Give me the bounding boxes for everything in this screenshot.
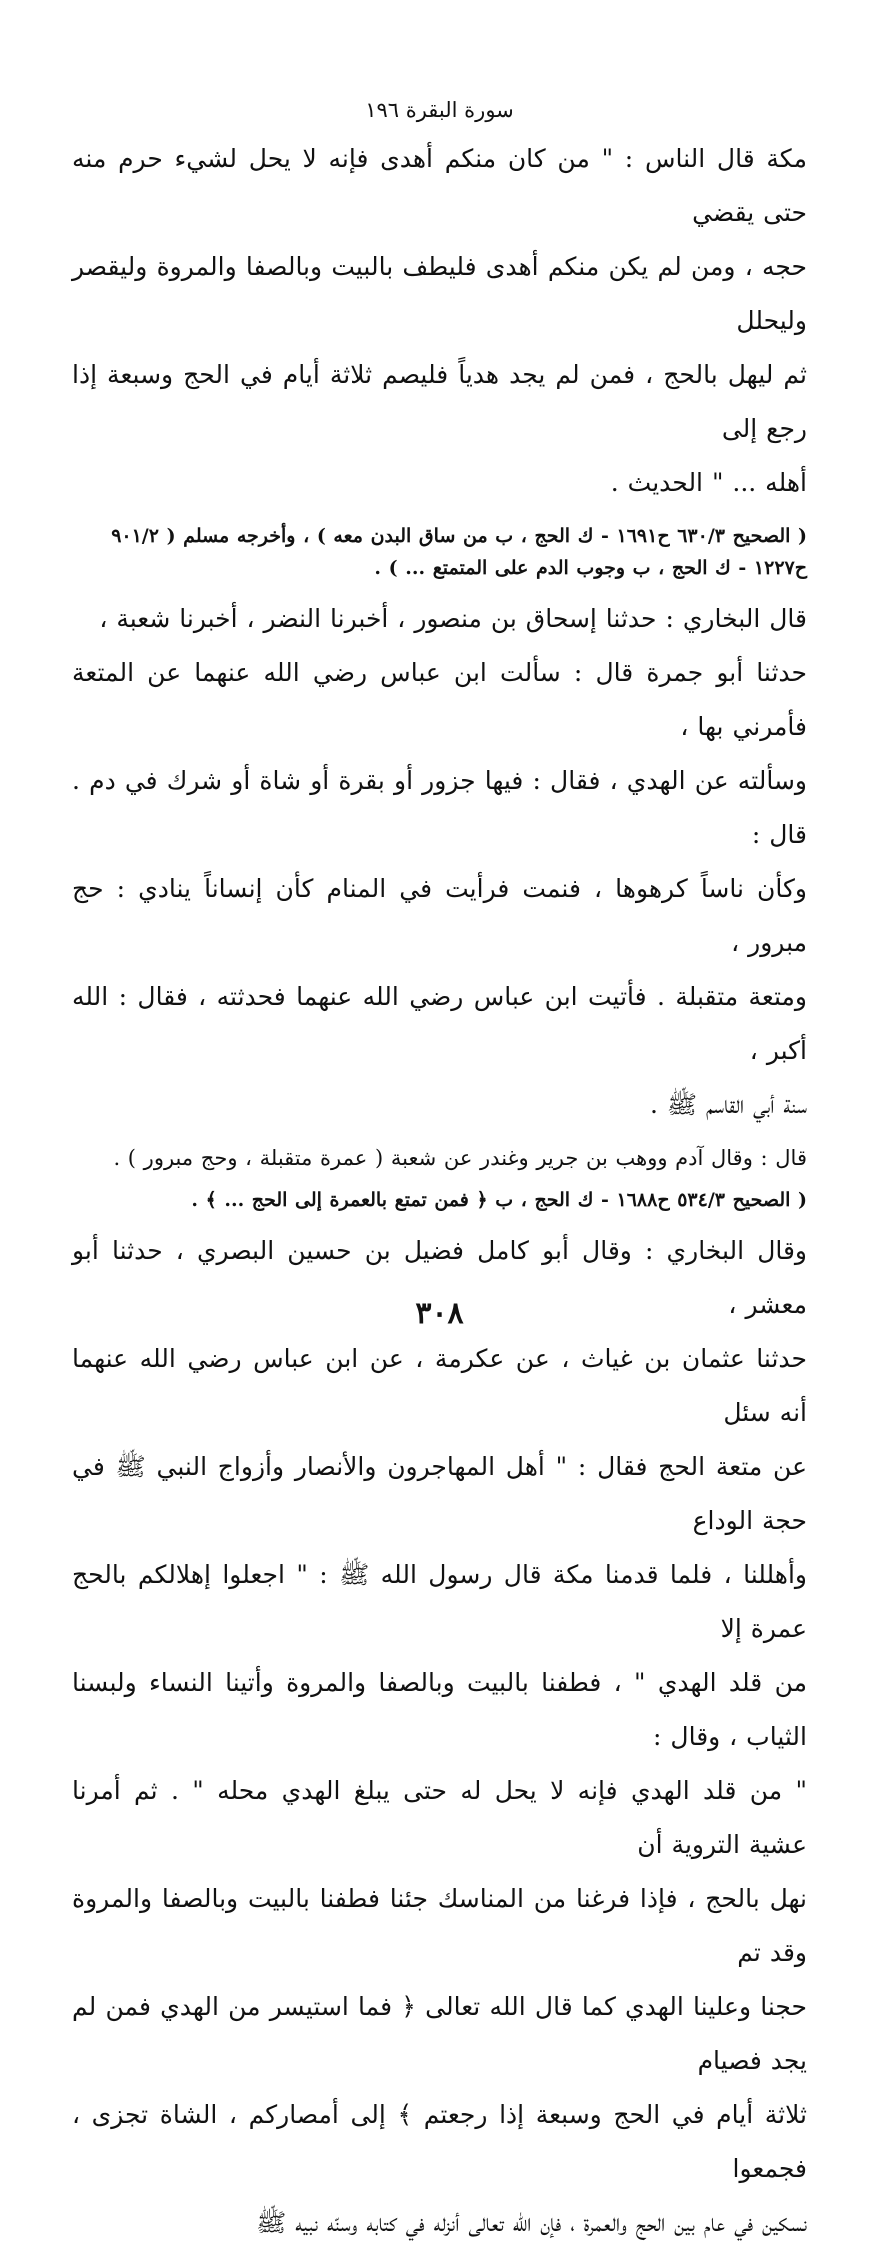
text-line: ( الصحيح ٥٣٤/٣ ح١٦٨٨ - ك الحج ، ب ﴿ فمن تمتع بالعمرة إلى الحج ... ﴾ . — [191, 1189, 807, 1211]
text-line: وكأن ناساً كرهوها ، فنمت فرأيت في المنام كأن إنساناً ينادي : حج مبرور ، — [72, 874, 807, 957]
text-line: حجه ، ومن لم يكن منكم أهدى فليطف بالبيت وبالصفا والمروة وليقصر وليحلل — [72, 252, 807, 335]
text-line: وقال البخاري : وقال أبو كامل فضيل بن حسين البصري ، حدثنا أبو معشر ، — [72, 1236, 807, 1319]
text-line: ثلاثة أيام في الحج وسبعة إذا رجعتم ﴾ إلى أمصاركم ، الشاة تجزى ، فجمعوا — [72, 2100, 807, 2183]
text-line: ح١٢٢٧ - ك الحج ، ب وجوب الدم على المتمتع ... ) . — [374, 557, 807, 579]
text-line: قال : وقال آدم ووهب بن جرير وغندر عن شعبة ( عمرة متقبلة ، وحج مبرور ) . — [113, 1146, 807, 1170]
citation-note — [72, 520, 807, 584]
text-line: نسكين في عام بين الحج والعمرة ، فإن الله تعالى أنزله في كتابه وسنّه نبيه ﷺ — [256, 2208, 807, 2237]
text-line: ( الصحيح ٦٣٠/٣ ح١٦٩١ - ك الحج ، ب من ساق البدن معه ) ، وأخرجه مسلم ( ٩٠١/٢ — [111, 525, 807, 547]
text-line: نهل بالحج ، فإذا فرغنا من المناسك جئنا فطفنا بالبيت وبالصفا والمروة وقد تم — [72, 1884, 807, 1967]
paragraph — [72, 592, 807, 1132]
text-line: ومتعة متقبلة . فأتيت ابن عباس رضي الله عنهما فحدثته ، فقال : الله أكبر ، — [72, 982, 807, 1065]
text-line: عن متعة الحج فقال : " أهل المهاجرون والأنصار وأزواج النبي ﷺ في حجة الوداع — [72, 1452, 807, 1535]
text-line: " من قلد الهدي فإنه لا يحل له حتى يبلغ الهدي محله " . ثم أمرنا عشية التروية أن — [72, 1776, 807, 1859]
text-line: ثم ليهل بالحج ، فمن لم يجد هدياً فليصم ثلاثة أيام في الحج وسبعة إذا رجع إلى — [72, 360, 807, 443]
citation-note — [72, 1184, 807, 1216]
text-line: أهله ... " الحديث . — [610, 468, 807, 497]
paragraph — [72, 132, 807, 510]
page-content — [72, 132, 807, 2250]
text-line: حجنا وعلينا الهدي كما قال الله تعالى ﴿ فما استيسر من الهدي فمن لم يجد فصيام — [72, 1992, 807, 2075]
text-line: قال البخاري : حدثنا إسحاق بن منصور ، أخبرنا النضر ، أخبرنا شعبة ، — [99, 604, 807, 633]
text-line: حدثنا أبو جمرة قال : سألت ابن عباس رضي الله عنهما عن المتعة فأمرني بها ، — [72, 658, 807, 741]
text-line: وأهللنا ، فلما قدمنا مكة قال رسول الله ﷺ : " اجعلوا إهلالكم بالحج عمرة إلا — [72, 1560, 807, 1643]
text-line: وسألته عن الهدي ، فقال : فيها جزور أو بقرة أو شاة أو شرك في دم . قال : — [72, 766, 807, 849]
page-header: سورة البقرة ١٩٦ — [365, 98, 514, 122]
text-line: مكة قال الناس : " من كان منكم أهدى فإنه لا يحل لشيء حرم منه حتى يقضي — [72, 144, 807, 227]
text-line: سنة أبي القاسم ﷺ . — [649, 1090, 807, 1119]
paragraph — [72, 1224, 807, 2250]
text-line: من قلد الهدي " ، فطفنا بالبيت وبالصفا والمروة وأتينا النساء ولبسنا الثياب ، وقال : — [72, 1668, 807, 1751]
page-number: ٣٠٨ — [415, 1296, 464, 1331]
text-line: حدثنا عثمان بن غياث ، عن عكرمة ، عن ابن عباس رضي الله عنهما أنه سئل — [72, 1344, 807, 1427]
citation-note — [72, 1142, 807, 1174]
